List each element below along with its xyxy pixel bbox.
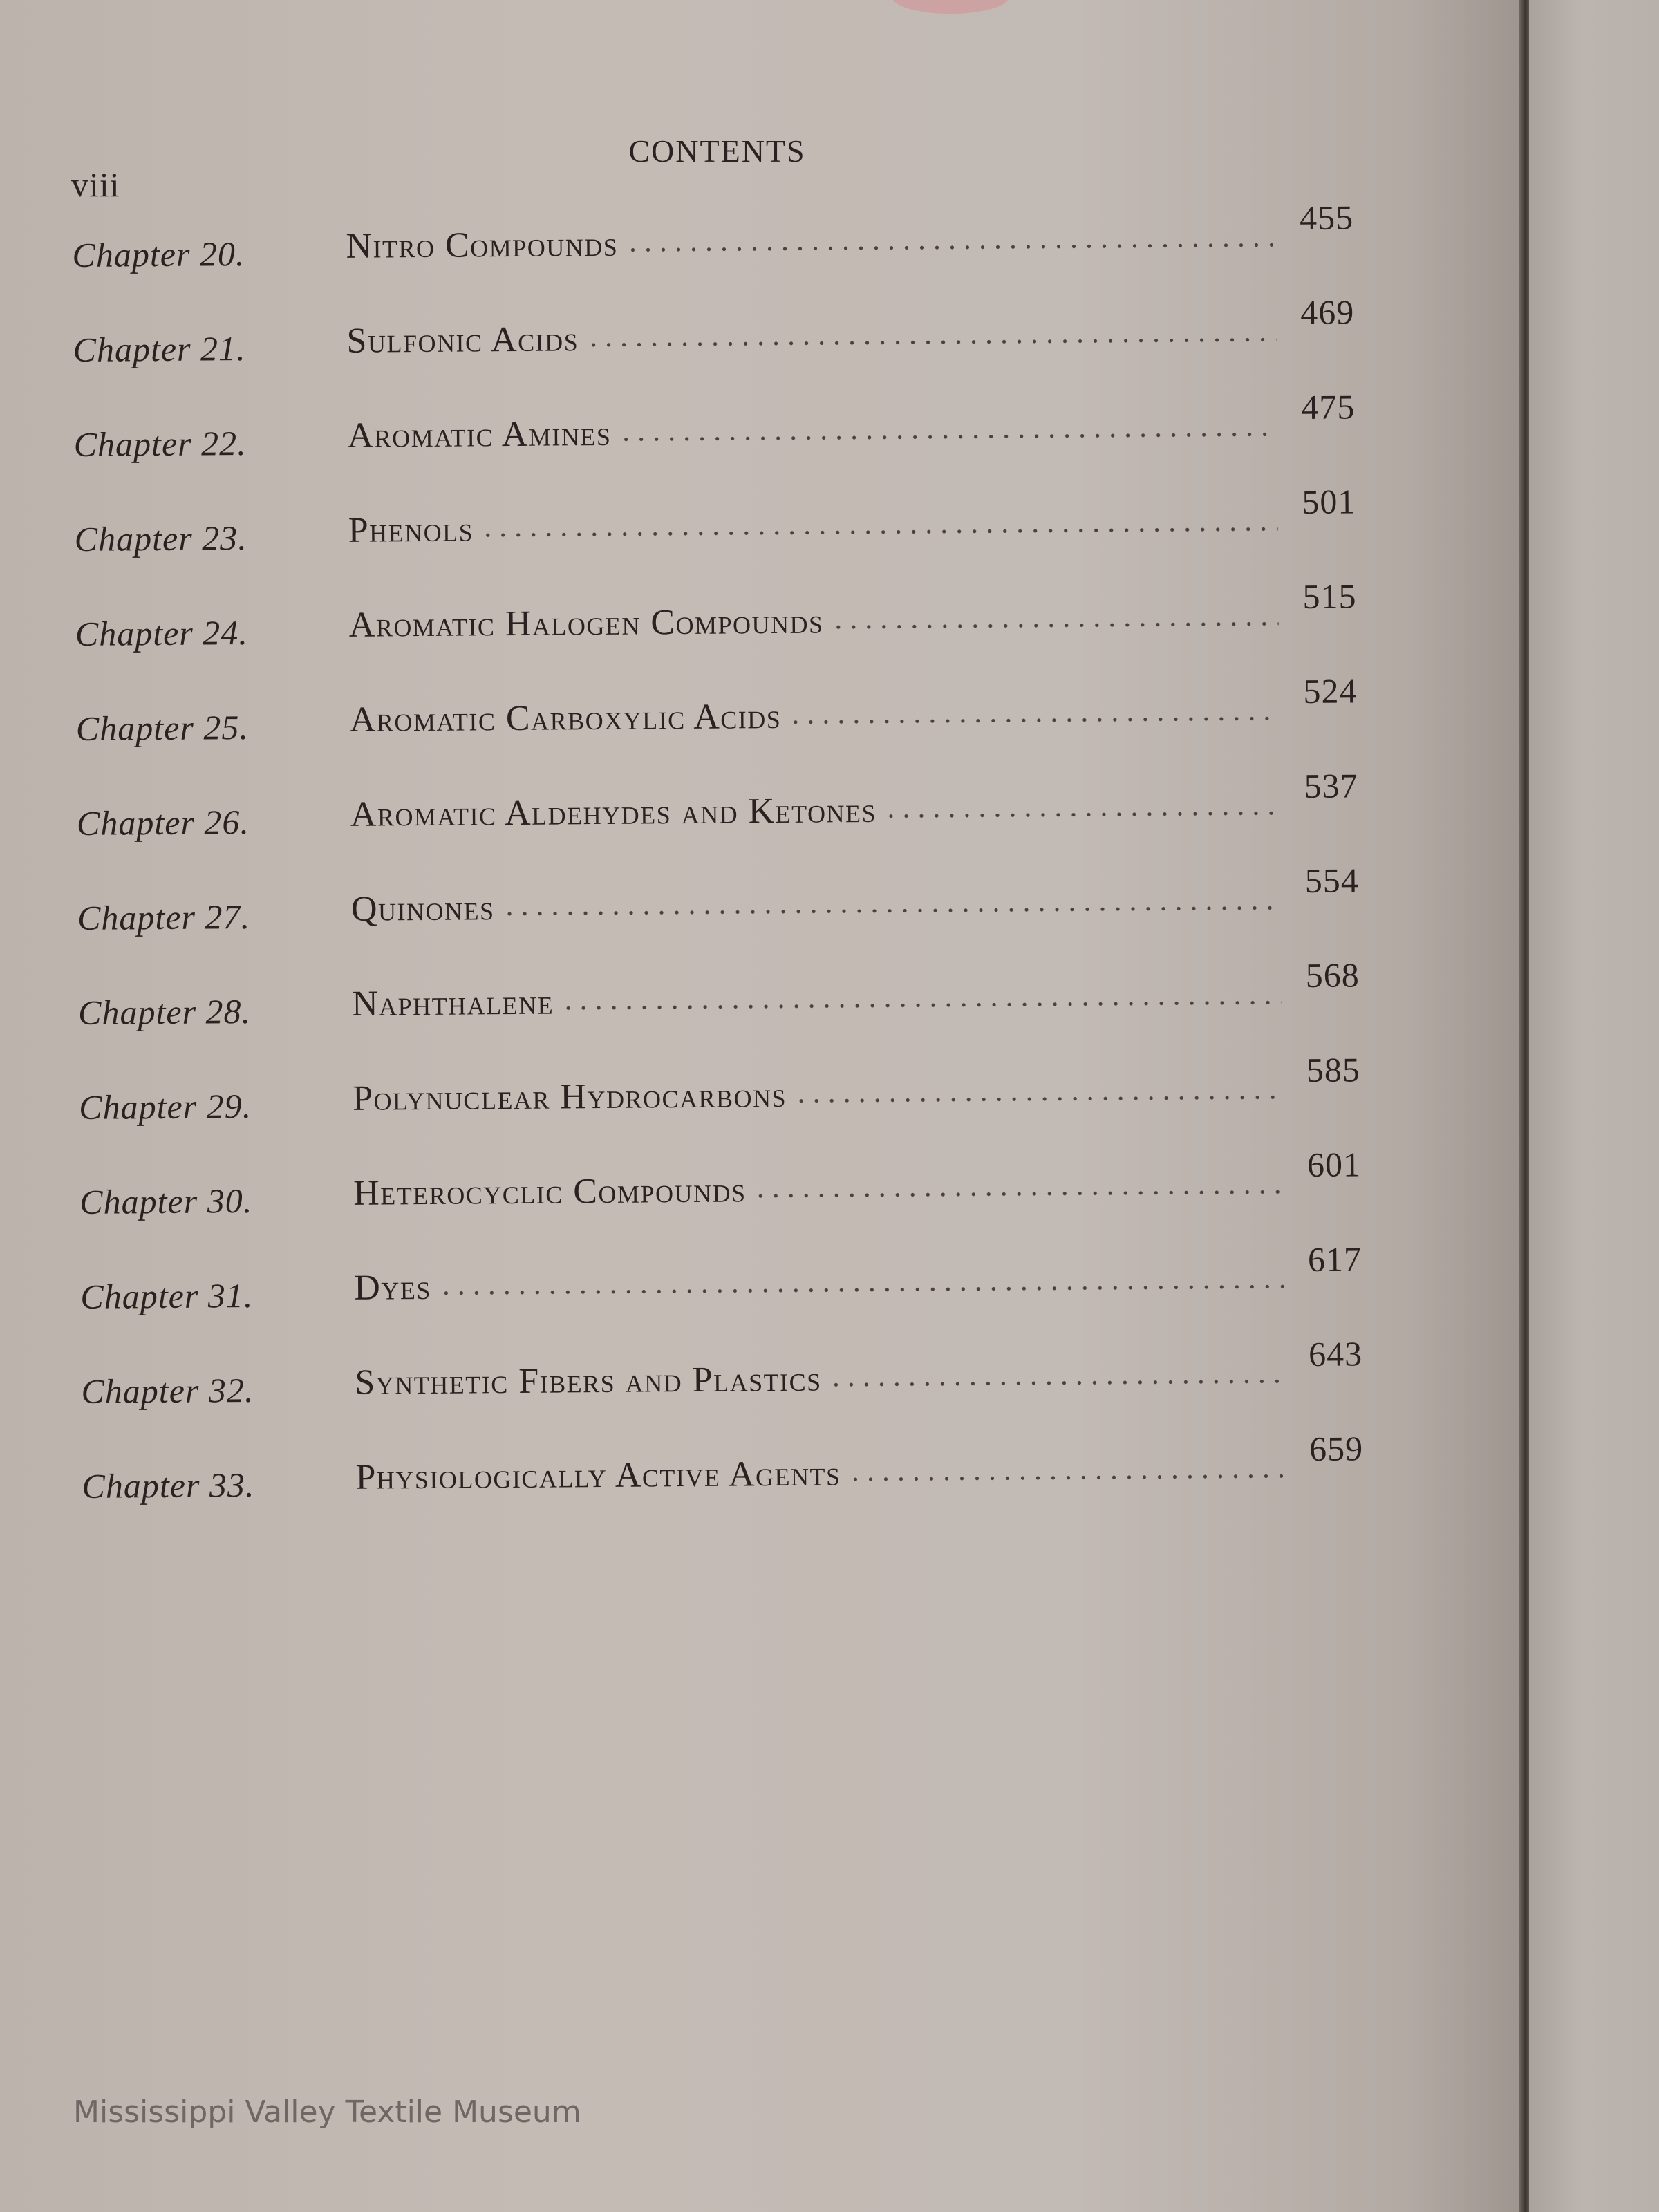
chapter-title: Heterocyclic Compounds <box>353 1170 747 1213</box>
chapter-label: Chapter 31. <box>80 1275 254 1316</box>
title-area <box>346 218 1275 267</box>
chapter-label: Chapter 20. <box>72 234 245 274</box>
page-reference: 617 <box>1307 1239 1362 1279</box>
chapter-label: Chapter 30. <box>79 1181 253 1221</box>
page-reference: 601 <box>1306 1145 1362 1184</box>
dot-leader <box>561 997 1282 1013</box>
dot-leader <box>831 618 1279 632</box>
toc-row <box>71 386 1419 491</box>
toc-row <box>75 955 1424 1060</box>
page-reference: 455 <box>1299 198 1354 238</box>
toc-row <box>75 860 1423 965</box>
page-reference: 501 <box>1302 482 1356 522</box>
page-gutter-edge <box>1519 0 1529 2212</box>
title-area <box>349 597 1279 646</box>
chapter-label: Chapter 25. <box>75 707 250 748</box>
dot-leader <box>438 1281 1284 1299</box>
chapter-title: Quinones <box>350 888 495 929</box>
dot-leader <box>788 713 1280 728</box>
page-reference: 515 <box>1302 577 1357 617</box>
title-area <box>354 1260 1284 1309</box>
dot-leader <box>625 239 1275 255</box>
toc-row <box>76 1049 1425 1154</box>
title-area <box>352 976 1282 1024</box>
chapter-label: Chapter 22. <box>73 423 247 464</box>
title-area <box>355 1355 1284 1403</box>
chapter-label: Chapter 23. <box>74 518 247 559</box>
page-reference: 585 <box>1306 1050 1361 1089</box>
title-area <box>353 1165 1283 1214</box>
chapter-label: Chapter 26. <box>76 802 250 843</box>
toc-row <box>77 1144 1425 1249</box>
toc-row <box>78 1333 1427 1438</box>
chapter-title: Sulfonic Acids <box>346 319 579 361</box>
watermark: Mississippi Valley Textile Museum <box>73 2094 581 2130</box>
chapter-title: Synthetic Fibers and Plastics <box>355 1359 822 1403</box>
chapter-label: Chapter 29. <box>79 1086 252 1127</box>
toc-row <box>72 576 1421 681</box>
page-reference: 537 <box>1304 766 1358 805</box>
page-number: viii <box>71 165 120 204</box>
title-area <box>350 787 1280 835</box>
toc-row <box>70 292 1418 397</box>
chapter-label: Chapter 33. <box>82 1465 255 1506</box>
page-reference: 659 <box>1309 1429 1364 1468</box>
dot-leader <box>753 1186 1283 1201</box>
title-area <box>353 1071 1282 1119</box>
title-area <box>346 313 1276 362</box>
adjacent-page <box>1529 0 1659 2212</box>
toc-row <box>77 1239 1426 1344</box>
toc-row <box>73 671 1421 776</box>
dot-leader <box>883 807 1280 822</box>
dot-leader <box>480 523 1278 541</box>
dot-leader <box>502 902 1282 919</box>
title-area <box>350 692 1280 740</box>
chapter-title: Phenols <box>348 509 474 550</box>
title-area <box>355 1450 1285 1498</box>
page-reference: 554 <box>1304 861 1359 900</box>
title-area <box>348 503 1277 551</box>
page-reference: 524 <box>1303 671 1358 711</box>
page-reference: 568 <box>1305 955 1360 995</box>
running-head: CONTENTS <box>628 133 806 169</box>
chapter-label: Chapter 28. <box>77 991 252 1032</box>
chapter-label: Chapter 27. <box>77 897 251 937</box>
chapter-title: Aromatic Amines <box>347 413 612 456</box>
chapter-title: Aromatic Carboxylic Acids <box>349 696 782 740</box>
chapter-title: Aromatic Aldehydes and Ketones <box>350 790 877 834</box>
chapter-title: Nitro Compounds <box>346 224 619 266</box>
chapter-label: Chapter 24. <box>75 612 248 653</box>
chapter-title: Dyes <box>354 1267 432 1308</box>
page-reference: 475 <box>1301 387 1356 427</box>
chapter-title: Aromatic Halogen Compounds <box>348 601 824 645</box>
dot-leader <box>618 429 1277 444</box>
chapter-label: Chapter 21. <box>73 329 246 369</box>
toc-row <box>69 197 1418 302</box>
dot-leader <box>829 1376 1285 1390</box>
dot-leader <box>794 1091 1282 1107</box>
table-of-contents <box>69 197 1427 1533</box>
toc-row <box>73 765 1422 870</box>
title-area <box>347 408 1277 456</box>
chapter-title: Physiologically Active Agents <box>355 1454 841 1497</box>
chapter-label: Chapter 32. <box>81 1370 254 1411</box>
title-area <box>351 881 1281 930</box>
chapter-title: Naphthalene <box>351 982 554 1024</box>
page-smudge <box>892 0 1009 14</box>
dot-leader <box>848 1470 1286 1485</box>
page-reference: 469 <box>1300 292 1355 332</box>
toc-row <box>79 1428 1427 1533</box>
chapter-title: Polynuclear Hydrocarbons <box>352 1075 787 1118</box>
page-reference: 643 <box>1308 1334 1363 1374</box>
toc-row <box>71 481 1420 586</box>
dot-leader <box>585 334 1276 350</box>
